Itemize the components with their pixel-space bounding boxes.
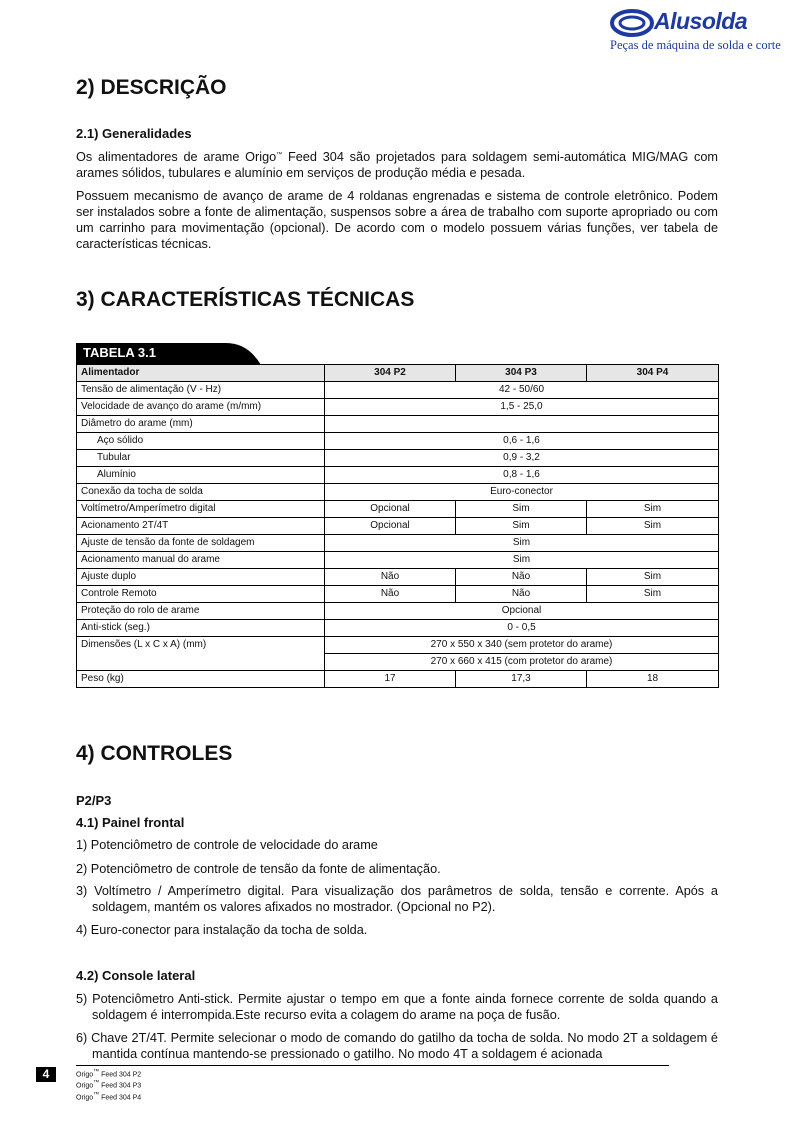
table-cell-label: Peso (kg)	[77, 671, 325, 688]
table-header-row	[77, 365, 719, 382]
table-row	[77, 671, 719, 688]
table-cell: Opcional	[325, 501, 456, 518]
footer-line: Origo™ Feed 304 P2	[76, 1069, 142, 1079]
table-cell: 0,9 - 3,2	[325, 450, 719, 467]
table-cell: 0,8 - 1,6	[325, 467, 719, 484]
alusolda-swoosh-icon	[610, 8, 654, 38]
table-cell-label: Dimensões (L x C x A) (mm)	[77, 637, 325, 654]
table-cell: Não	[456, 569, 587, 586]
page-number: 4	[36, 1067, 56, 1082]
model-label: P2/P3	[76, 793, 112, 808]
table-cell: 17,3	[456, 671, 587, 688]
table-cell: Sim	[456, 518, 587, 535]
table-row	[77, 467, 719, 484]
table-row	[77, 484, 719, 501]
list-item: 1) Potenciômetro de controle de velocidade do arame	[76, 838, 378, 852]
footer-line: Origo™ Feed 304 P3	[76, 1080, 142, 1090]
table-cell: Não	[325, 569, 456, 586]
table-cell: Sim	[587, 501, 719, 518]
table-row	[77, 433, 719, 450]
paragraph-generalidades-2: Possuem mecanismo de avanço de arame de 4 roldanas engrenadas e sistema de controle eletrônico. Podem ser instalados sobre a fonte de alimentação, suspensos sobre a área de trabalho com suporte apropriado ou com um carrinho para movimentação (opcional). De acordo com o modelo possuem várias funções, ver tabela de características técnicas.	[76, 189, 718, 251]
footer-divider	[76, 1065, 669, 1066]
table-header-cell: 304 P2	[325, 365, 456, 382]
table-cell: Sim	[587, 586, 719, 603]
list-item: 5) Potenciômetro Anti-stick. Permite ajustar o tempo em que a fonte ainda fornece corrente de solda quando a soldagem é interrompida.Este recurso evita a colagem do arame na poça de fusão.	[76, 992, 718, 1022]
table-row	[77, 654, 719, 671]
table-cell-label: Voltímetro/Amperímetro digital	[77, 501, 325, 518]
table-cell-label: Acionamento manual do arame	[77, 552, 325, 569]
list-item: 2) Potenciômetro de controle de tensão da fonte de alimentação.	[76, 862, 441, 876]
table-header-cell: 304 P3	[456, 365, 587, 382]
table-row	[77, 518, 719, 535]
table-row	[77, 382, 719, 399]
subsection-generalidades: 2.1) Generalidades	[76, 126, 192, 141]
table-cell-label: Velocidade de avanço do arame (m/mm)	[77, 399, 325, 416]
table-cell: Opcional	[325, 518, 456, 535]
table-label: TABELA 3.1	[83, 345, 156, 360]
table-cell: Não	[456, 586, 587, 603]
subsection-painel-frontal: 4.1) Painel frontal	[76, 815, 185, 830]
footer-product-list	[76, 1068, 141, 1102]
table-cell-label: Ajuste de tensão da fonte de soldagem	[77, 535, 325, 552]
table-cell: Sim	[587, 518, 719, 535]
table-row	[77, 535, 719, 552]
table-row	[77, 552, 719, 569]
table-cell	[325, 416, 719, 433]
table-cell: 0 - 0,5	[325, 620, 719, 637]
table-cell-label: Tubular	[77, 450, 325, 467]
section-title-controles: 4) CONTROLES	[76, 742, 233, 765]
table-cell: Sim	[325, 552, 719, 569]
table-header-cell: Alimentador	[77, 365, 325, 382]
section-title-caracteristicas: 3) CARACTERÍSTICAS TÉCNICAS	[76, 288, 415, 311]
table-cell-label: Alumínio	[77, 467, 325, 484]
table-row	[77, 416, 719, 433]
section-title-descricao: 2) DESCRIÇÃO	[76, 76, 227, 99]
table-row	[77, 603, 719, 620]
table-row	[77, 569, 719, 586]
table-cell: Euro-conector	[325, 484, 719, 501]
table-cell: Sim	[587, 569, 719, 586]
subsection-console-lateral: 4.2) Console lateral	[76, 968, 196, 983]
list-item: 3) Voltímetro / Amperímetro digital. Para visualização dos parâmetros de solda, tensão e corrente. Após a soldagem, mantém os valores afixados no mostrador. (Opcional no P2).	[76, 884, 718, 914]
table-cell-label: Ajuste duplo	[77, 569, 325, 586]
table-cell-label: Acionamento 2T/4T	[77, 518, 325, 535]
table-cell-label: Anti-stick (seg.)	[77, 620, 325, 637]
table-row	[77, 450, 719, 467]
table-row	[77, 399, 719, 416]
footer-line: Origo™ Feed 304 P4	[76, 1091, 142, 1101]
table-cell-label: Proteção do rolo de arame	[77, 603, 325, 620]
table-cell: 1,5 - 25,0	[325, 399, 719, 416]
table-cell: 42 - 50/60	[325, 382, 719, 399]
alusolda-logo	[610, 6, 800, 56]
logo-tagline: Peças de máquina de solda e corte	[610, 38, 781, 52]
table-row	[77, 586, 719, 603]
paragraph-generalidades-1: Os alimentadores de arame Origo™ Feed 304 são projetados para soldagem semi-automática MIG/MAG com arames sólidos, tubulares e alumínio em serviços de produção média e pesada.	[76, 150, 719, 181]
table-cell-label	[77, 654, 325, 671]
table-cell-label: Aço sólido	[77, 433, 325, 450]
table-cell: Sim	[325, 535, 719, 552]
specs-table	[76, 364, 719, 688]
table-row	[77, 637, 719, 654]
table-cell-label: Controle Remoto	[77, 586, 325, 603]
table-row	[77, 501, 719, 518]
table-row	[77, 620, 719, 637]
table-label-tab	[76, 343, 261, 365]
table-cell: Opcional	[325, 603, 719, 620]
list-item: 6) Chave 2T/4T. Permite selecionar o modo de comando do gatilho da tocha de solda. No modo 2T a soldagem é mantida contínua mantendo-se pressionado o gatilho. No modo 4T a soldagem é acionada	[76, 1031, 718, 1061]
logo-brand: Alusolda	[654, 8, 748, 34]
table-cell: 18	[587, 671, 719, 688]
table-cell: 270 x 660 x 415 (com protetor do arame)	[325, 654, 719, 671]
table-cell: 0,6 - 1,6	[325, 433, 719, 450]
table-header-cell: 304 P4	[587, 365, 719, 382]
table-cell: 17	[325, 671, 456, 688]
table-cell: Sim	[456, 501, 587, 518]
table-cell-label: Conexão da tocha de solda	[77, 484, 325, 501]
table-cell-label: Diâmetro do arame (mm)	[77, 416, 325, 433]
list-item: 4) Euro-conector para instalação da tocha de solda.	[76, 923, 368, 937]
table-cell: 270 x 550 x 340 (sem protetor do arame)	[325, 637, 719, 654]
table-cell-label: Tensão de alimentação (V - Hz)	[77, 382, 325, 399]
table-cell: Não	[325, 586, 456, 603]
